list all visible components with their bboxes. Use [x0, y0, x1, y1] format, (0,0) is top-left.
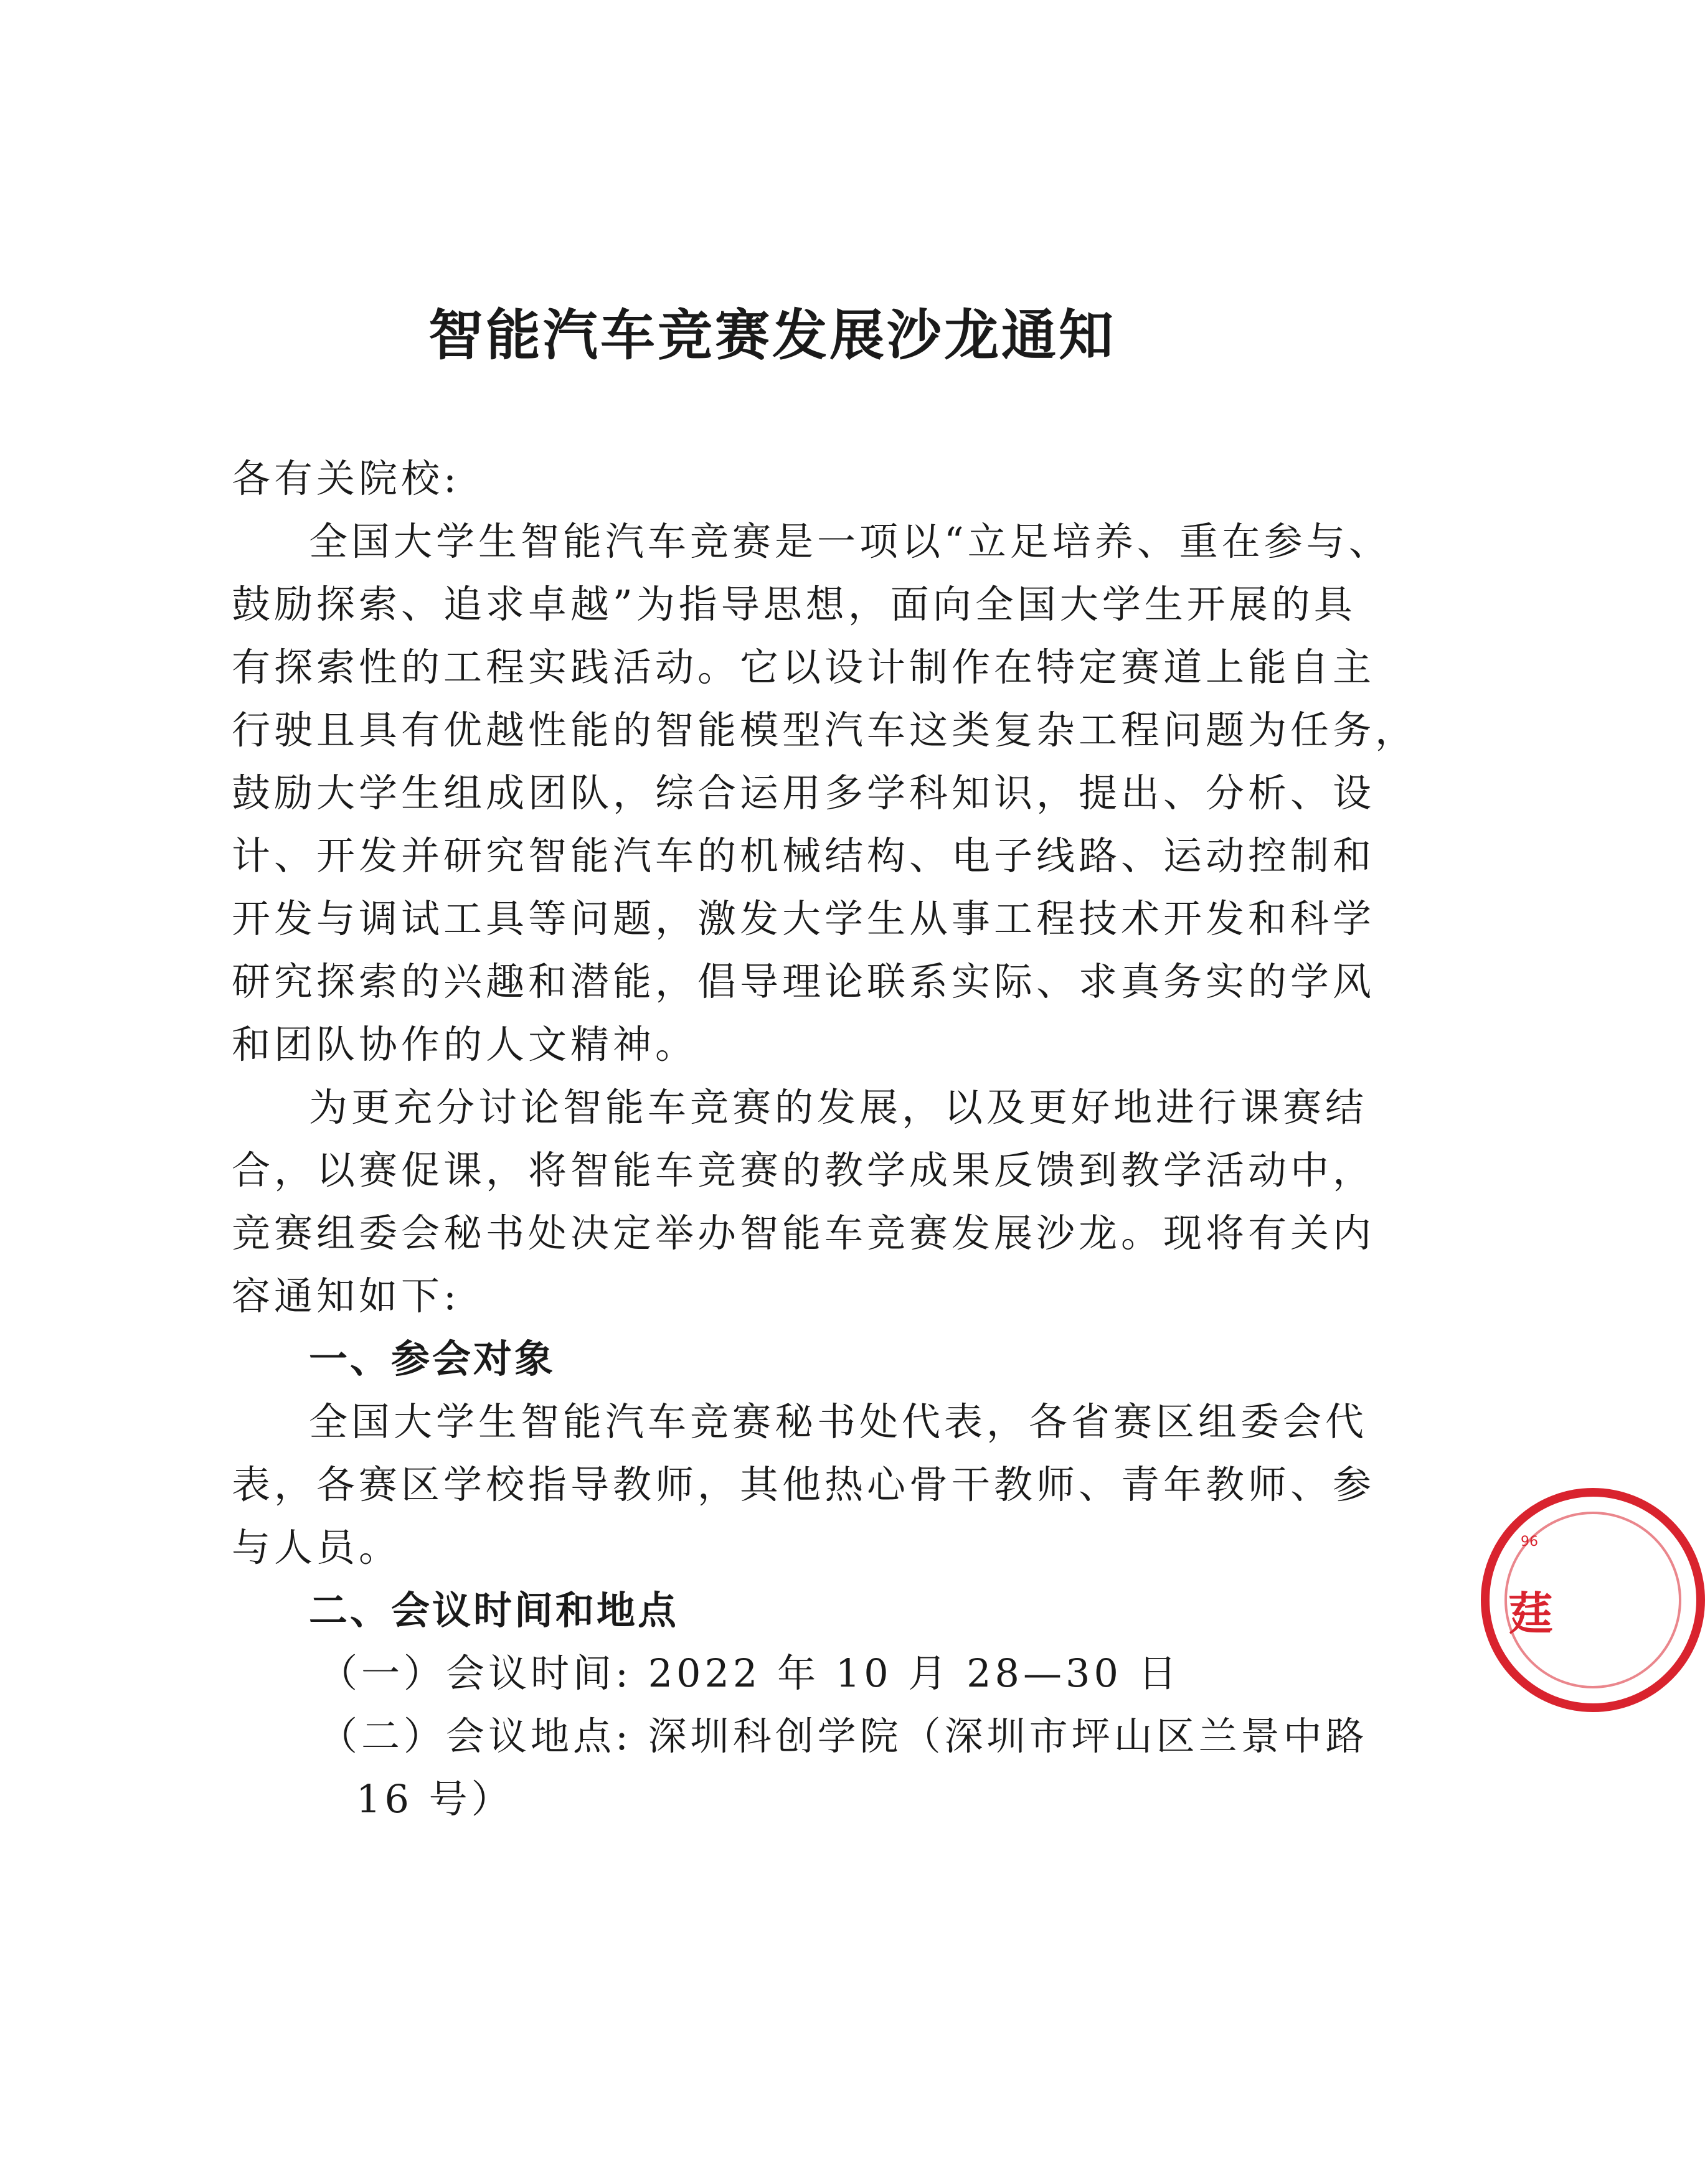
paragraph2-line: 合，以赛促课，将智能车竞赛的教学成果反馈到教学活动中， — [232, 1147, 1376, 1193]
seal-serial-text: 96 — [1521, 1534, 1538, 1550]
seal-character: 莛 — [1508, 1587, 1554, 1640]
meeting-place: （二）会议地点: 深圳科创学院（深圳市坪山区兰景中路 — [319, 1713, 1368, 1759]
paragraph1-line: 有探索性的工程实践活动。它以设计制作在特定赛道上能自主 — [232, 644, 1376, 690]
section1-heading: 一、参会对象 — [309, 1336, 556, 1381]
section1-line: 与人员。 — [232, 1525, 402, 1570]
paragraph1-line: 研究探索的兴趣和潜能，倡导理论联系实际、求真务实的学风 — [232, 959, 1376, 1004]
paragraph2-line: 容通知如下: — [232, 1273, 460, 1319]
section2-heading: 二、会议时间和地点 — [309, 1588, 679, 1633]
section1-line: 表，各赛区学校指导教师，其他热心骨干教师、青年教师、参 — [232, 1462, 1376, 1507]
paragraph1-line: 和团队协作的人文精神。 — [232, 1022, 698, 1067]
official-seal-stamp — [1481, 1488, 1705, 1712]
document-body — [232, 447, 1418, 1830]
meeting-place-continued: 16 号） — [356, 1776, 514, 1822]
paragraph1-line: 计、开发并研究智能汽车的机械结构、电子线路、运动控制和 — [232, 833, 1376, 878]
paragraph1-line: 鼓励大学生组成团队，综合运用多学科知识，提出、分析、设 — [232, 770, 1376, 816]
paragraph1-line: 开发与调试工具等问题，激发大学生从事工程技术开发和科学 — [232, 896, 1376, 941]
paragraph2-line: 竞赛组委会秘书处决定举办智能车竞赛发展沙龙。现将有关内 — [232, 1210, 1376, 1256]
paragraph2-line: 为更充分讨论智能车竞赛的发展，以及更好地进行课赛结 — [309, 1085, 1368, 1130]
section1-line: 全国大学生智能汽车竞赛秘书处代表，各省赛区组委会代 — [309, 1399, 1368, 1444]
paragraph1-line: 行驶且具有优越性能的智能模型汽车这类复杂工程问题为任务， — [232, 707, 1418, 753]
document-title: 智能汽车竞赛发展沙龙通知 — [428, 303, 1116, 367]
paragraph1-line: 鼓励探索、追求卓越”为指导思想，面向全国大学生开展的具 — [232, 581, 1356, 627]
meeting-time: （一）会议时间: 2022 年 10 月 28—30 日 — [319, 1650, 1181, 1696]
paragraph1-line: 全国大学生智能汽车竞赛是一项以“立足培养、重在参与、 — [309, 519, 1391, 564]
salutation: 各有关院校: — [232, 456, 460, 501]
